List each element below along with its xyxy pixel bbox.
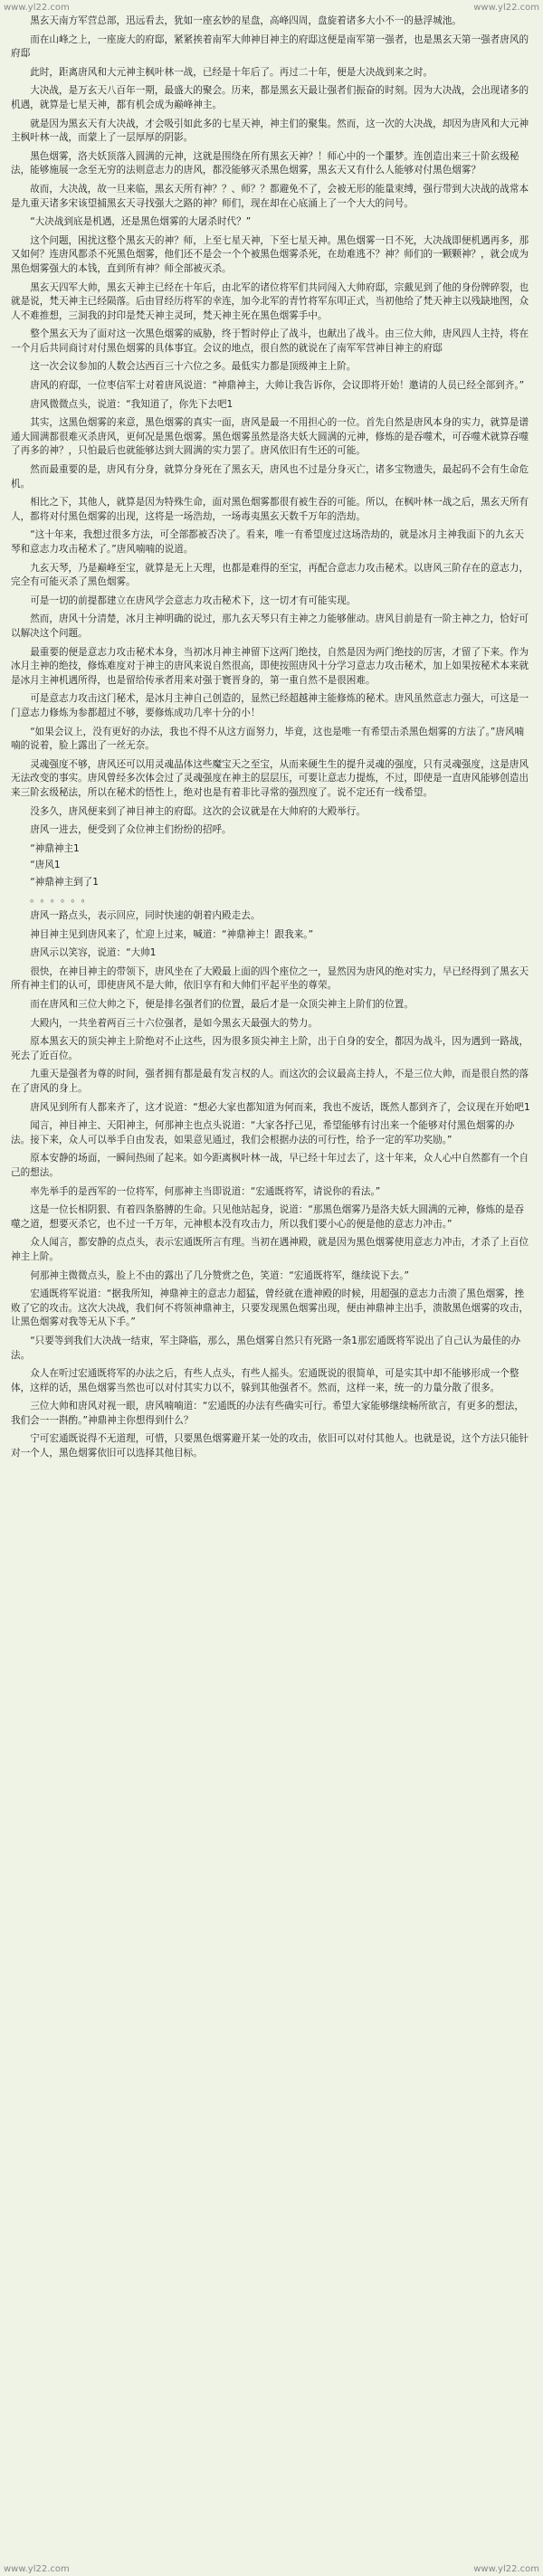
paragraph: 这个问题，困扰这整个黑玄天的神？师，上至七星天神，下至七星天神。黑色烟雾一日不死，大决战即便机遇再多，那又如何？连唐风都杀不死黑色烟雾，他们还不是会一个个被黑色烟雾杀死，在劫难逃不？神？师们的一颗颗神？，就会成为黑色烟雾强大的本钱，直到所有神？师全部被灭杀。 <box>11 234 529 274</box>
paragraph: “唐风1 <box>30 860 61 871</box>
paragraph: 大殿内，一共坐着两百三十六位强者，是如今黑玄天最强大的势力。 <box>30 1017 318 1029</box>
paragraph: 何那神主微微点头，脸上不由的露出了几分赞赏之色，笑道：“宏通既将军，继续说下去。” <box>30 1269 410 1281</box>
paragraph: “神鼎神主1 <box>30 842 80 854</box>
paragraph: 三位大帅和唐风对视一眼，唐风喃喃道：“宏通既的办法有些确实可行。希望大家能够继续畅所欲言，有更多的想法，我们会一一斟酌。”神鼎神主你想得到什么？ <box>11 1401 524 1426</box>
paragraph: 可是一切的前提都建立在唐风学会意志力攻击秘术下，这一切才有可能实现。 <box>30 594 357 606</box>
bottom-right-watermark: www.yl22.com <box>473 2563 539 2574</box>
paragraph: “这十年来，我想过很多方法，可全部都被否决了。看来，唯一有希望度过这场浩劫的，就是冰月主神我面下的九玄天琴和意志力攻击秘术了。”唐风喃喃的说道。 <box>11 529 524 555</box>
paragraph: 宏通既将军说道：“据我所知，神鼎神主的意志力超猛，曾经就在遗神殿的时候，用超强的意志力击溃了黑色烟雾，挫败了它的攻击。这次大决战，我们何不将领神鼎神主，只要发现黑色烟雾出现，便由神鼎神主出手，溃散黑色烟雾的攻击，让黑色烟雾对我等无从下手。” <box>11 1288 529 1328</box>
paragraph: 。。。。。。 <box>30 893 97 905</box>
paragraph: 故而，大决战，故一旦来临，黑玄天所有神？？、师？？都避免不了，会被无形的能量束缚，强行带到大决战的战常本是九重天诸多宋该望捕黑玄天寻找强大之路的神？师们，现在却在心底涌上了一个大大的问号。 <box>11 183 529 209</box>
paragraph: 相比之下，其他人，就算是因为特殊生命，面对黑色烟雾都很有被生吞的可能。所以，在枫叶林一战之后，黑玄天所有人，都将对付黑色烟雾的出现，这将是一场浩劫，一场毒夷黑玄天数千万年的浩劫。 <box>11 497 529 522</box>
paragraph: 这一次会议参加的人数会达西百三十六位之多。最低实力都是顶级神主上阶。 <box>30 361 357 373</box>
paragraph: 而在山峰之上，一座庞大的府邸，紧紧挨着南军大帅神目神主的府邸这便是南军第一强者，也是黑玄天第一强者唐风的府邸 <box>11 33 529 60</box>
bottom-left-watermark: www.yl22.com <box>4 2563 70 2574</box>
bottom-watermark-bar <box>0 2562 543 2576</box>
paragraph: 没多久，唐风便来到了神目神主的府邸。这次的会议就是在大帅府的大殿举行。 <box>30 805 366 817</box>
paragraph: 此时，距离唐风和大元神主枫叶林一战，已经是十年后了。再过二十年，便是大决战到来之时。 <box>30 66 433 78</box>
paragraph: “只要等到我们大决战一结束，军主降临，那么，黑色烟雾自然只有死路一条1那宏通既将军说出了自己认为最佳的办法。 <box>11 1335 521 1361</box>
paragraph: 唐风微微点头，说道：“我知道了，你先下去吧1 <box>30 398 233 410</box>
paragraph: 就是因为黑玄天有大决战，才会吸引如此多的七星天神，神主们的聚集。然而，这一次的大决战，却因为唐风和大元神主枫叶林一战，而蒙上了一层厚厚的阴影。 <box>11 118 529 144</box>
paragraph: 闻言，神目神主、天阳神主，何那神主也点头说道：“大家各抒己见，希望能够有讨出来一个能够对付黑色烟雾的办法。接下来，众人可以举手自由发表，如果意见通过，我们会根据办法的可行性，给予一定的军功奖励。” <box>11 1120 515 1145</box>
paragraph: 然而最重要的是，唐风有分身，就算分身死在了黑玄天，唐风也不过是分身灭亡，诸多宝物遗失，最起码不会有生命危机。 <box>11 464 529 490</box>
paragraph: 众人闻言，都安静的点点头，表示宏通既所言有理。当初在遇神殿，就是因为黑色烟雾使用意志力冲击，才杀了上百位神主上阶。 <box>11 1237 529 1262</box>
paragraph: 可是意志力攻击这门秘术，是冰月主神自己创造的，显然已经超越神主能修炼的秘术。唐风虽然意志力强大，可这是一门意志力修炼为参都超过不够，要修炼成功几率十分的小！ <box>11 693 529 718</box>
paragraph: 其实，这黑色烟雾的来意，黑色烟雾的真实一面，唐风是最一不用担心的一位。首先自然是唐风本身的实力，就算是谱通大圆满都很难灭杀唐风，更何况是黑色烟雾。黑色烟雾虽然是洛夫妖大圆满的元神，修炼的是吞噬术，可吞噬术就算吞噬了再多的神？，只怕最后也就能够达到大圆满的实力罢了。唐风依旧有生还的可能。 <box>11 417 529 457</box>
paragraph: 唐风的府邸，一位枣信军士对着唐风说道：“神鼎神主，大帅让我告诉你，会议即将开始！邀请的人员已经全部到齐。” <box>30 380 525 392</box>
paragraph: “如果会议上，没有更好的办法，我也不得不从这方面努力，毕竟，这也是唯一有希望击杀黑色烟雾的方法了。”唐风喃喃的说着，脸上露出了一丝无奈。 <box>11 726 525 752</box>
paragraph: 灵魂强度不够，唐风还可以用灵魂晶体这些魔宝天之至宝，从而来硬生生的提升灵魂的强度，只有灵魂强度，这是唐风无法改变的事实。唐风曾经多次体会过了灵魂强度在神主的层层压，可要让意志力提炼，不过，即使是一直唐风能够创造出来三阶玄级秘法，所以在秘术的悟性上，绝对也是有着非比寻常的强烈度了。说不定还有一线希望。 <box>11 758 529 798</box>
paragraph: 然而，唐风十分清楚，冰月主神明确的说过，那九玄天琴只有主神之力能够催动。唐风目前是有一阶主神之力，恰好可以解决这个问题。 <box>11 613 529 639</box>
article-body <box>0 14 543 1461</box>
paragraph: 黑玄天四军大帅，黑玄天神主已经在十年后，由北军的诸位将军们共同闯入大帅府邸，宗戴见到了他的身份牌碎裂，也就是说，梵天神主已经陨落。后由冒经历将军的幸连，加今北军的青竹将军东叩正式，当初他给了梵天神主以残缺地图，众人不难推想，三洞我的封印是梵天神主灵珂，梵天神主死在黑色烟雾手中。 <box>11 281 529 321</box>
paragraph: “神鼎神主到了1 <box>30 876 99 888</box>
paragraph: 黑玄天南方军营总部，迅远看去，犹如一座玄妙的星盘，高峰四周，盘旋着诸多大小不一的悬浮城池。 <box>30 15 462 26</box>
paragraph: 大决战，是万玄天八百年一期，最盛大的聚会。历来，都是黑玄天最让强者们振奋的时刻。因为大决战，会出现诸多的机遇，就算是七星天神，都有机会成为巅峰神主。 <box>11 85 529 110</box>
paragraph: 很快，在神目神主的带领下，唐风坐在了大殿最上面的四个座位之一，显然因为唐风的绝对实力，早已经得到了黑玄天所有神主们的认可，即使唐风不是大帅，依旧享有和大帅们平起平坐的尊荣。 <box>11 965 529 992</box>
paragraph: 唐风一路点头，表示回应，同时快速的朝着内殿走去。 <box>30 910 261 922</box>
top-left-watermark: www.yl22.com <box>4 2 70 13</box>
paragraph: 而在唐风和三位大帅之下，便是排名强者们的位置，最后才是一众顶尖神主上阶们的位置。 <box>30 999 414 1011</box>
paragraph: 众人在听过宏通既将军的办法之后，有些人点头，有些人摇头。宏通既说的很简单，可是实其中却不能够形成一个整体，这样的话，黑色烟雾当然也可以对付其实力以不，躲到其他强者不。然而，这样一来，统一的力量分散了很多。 <box>11 1368 519 1393</box>
paragraph: 整个黑玄天为了面对这一次黑色烟雾的威胁，终于暂时停止了战斗，也献出了战斗。由三位大帅，唐风四人主持，将在一个月后共同商讨对付黑色烟雾的具体事宜。会议的地点，很自然的就说在了南军军营神目神主的府邸 <box>11 328 529 354</box>
paragraph: 率先举手的是西军的一位将军，何那神主当即说道：“宏通既将军，请说你的看法。” <box>30 1185 381 1197</box>
paragraph: 最重要的便是意志力攻击秘术本身，当初冰月神主神留下这两门绝技，自然是因为两门绝技的厉害，才留了下来。作为冰月主神的绝技，修炼难度对于神主的唐风来说自然很高，即使按照唐风十分学习意志力攻击秘术，加上如果按秘术本来就是冰月主神机遇所得，也是留给传承者用来对强于寰晋身的，第一重自然不是很困难。 <box>11 646 529 686</box>
paragraph: 唐风见到所有人都来齐了，这才说道：“想必大家也都知道为何而来，我也不废话，既然人都到齐了，会议现在开始吧1 <box>30 1101 530 1113</box>
paragraph: 黑色烟雾，洛夫妖顶落入圆满的元神，这就是围绕在所有黑玄天神？！师心中的一个噩梦。连创造出来三十阶玄级秘法，能够施展一念至无穷的法则意志力的唐风，都没能够灭杀黑色烟雾，黑玄天又有什么人能够对付黑色烟雾？ <box>11 150 519 176</box>
paragraph: 唐风示以笑容，说道：“大帅1 <box>30 947 157 959</box>
paragraph: 神目神主见到唐风来了，忙迎上过来，喊道：“神鼎神主！跟我来。” <box>30 928 314 940</box>
paragraph: 原本黑玄天的顶尖神主上阶绝对不止这些，因为很多顶尖神主上阶，出于自身的安全，都因为战斗，因为遇到一路战，死去了近百位。 <box>11 1036 529 1061</box>
paragraph: 九重天是强者为尊的时间，强者拥有都是最有发言权的人。而这次的会议最高主持人，不是三位大帅，而是很自然的落在了唐风的身上。 <box>11 1069 529 1094</box>
paragraph: 九玄天琴，乃是巅峰至宝，就算是无上天理，也都是难得的至宝，再配合意志力攻击秘术。以唐风三阶存在的意志力，完全有可能灭杀了黑色烟雾。 <box>11 562 529 588</box>
paragraph: 唐风一进去，便受到了众位神主们纷纷的招呼。 <box>30 824 232 836</box>
paragraph: 这是一位长相阴狠、有着四条胳膊的生命。只见他站起身，说道：“那黑色烟雾乃是洛夫妖大圆满的元神，修炼的是吞噬之道，想要灭杀它，也不过一千万年，元神根本没有攻击力，所以我们要小心的便是他的意志力冲击。” <box>11 1204 524 1230</box>
top-right-watermark: www.yl22.com <box>473 2 539 13</box>
paragraph: “大决战到底是机遇，还是黑色烟雾的大屠杀时代？” <box>30 216 252 228</box>
paragraph: 原本安静的场面，一瞬间热闹了起来。如今距离枫叶林一战，早已经十年过去了，这十年来，众人心中自然都有一个自己的想法。 <box>11 1153 529 1178</box>
top-watermark-bar <box>0 0 543 14</box>
paragraph: 宁可宏通既说得不无道理，可惜，只要黑色烟雾避开某一处的攻击，依旧可以对付其他人。也就是说，这个方法只能针对一个人，黑色烟雾依旧可以选择其他目标。 <box>11 1433 529 1459</box>
